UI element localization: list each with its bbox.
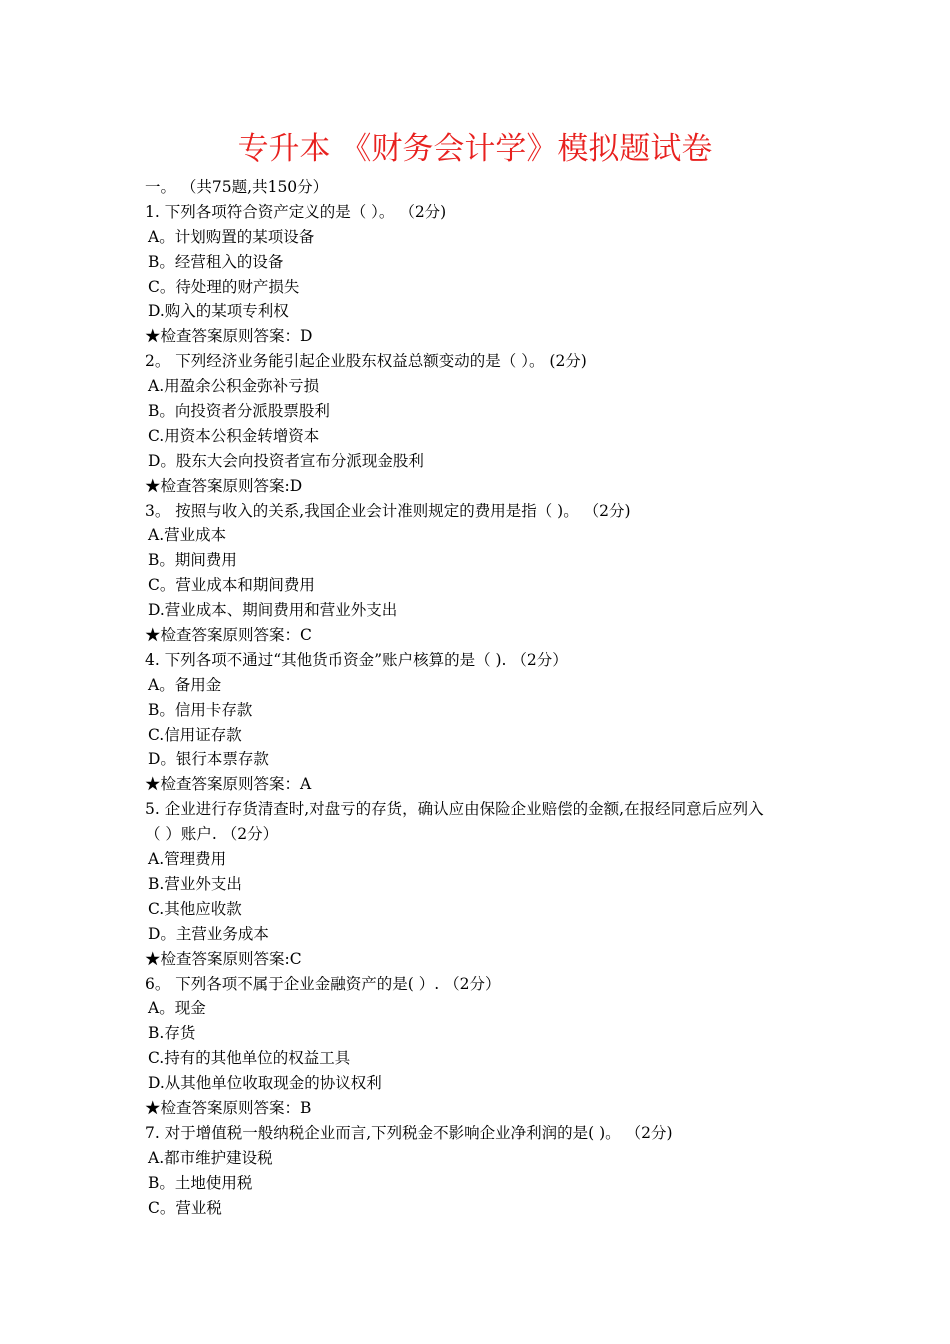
answer-option: A.用盈余公积金弥补亏损 <box>148 377 320 396</box>
answer-option: B.存货 <box>148 1024 196 1043</box>
question-text: 3。 按照与收入的关系,我国企业会计准则规定的费用是指（ )。 （2分) <box>145 501 631 520</box>
answer-option: A。现金 <box>148 999 206 1018</box>
answer-option: D.购入的某项专利权 <box>148 302 289 321</box>
answer-option: B.营业外支出 <box>148 874 242 893</box>
reference-answer: ★检查答案原则答案：B <box>145 1098 312 1117</box>
reference-answer: ★检查答案原则答案：A <box>145 775 312 794</box>
question-text: 7. 对于增值税一般纳税企业而言,下列税金不影响企业净利润的是( )。 （2分) <box>145 1123 673 1142</box>
answer-option: A.营业成本 <box>148 526 227 545</box>
answer-option: C。营业税 <box>148 1198 222 1217</box>
answer-option: C.用资本公积金转增资本 <box>148 426 320 445</box>
answer-option: D.营业成本、期间费用和营业外支出 <box>148 601 398 620</box>
answer-option: A.都市维护建设税 <box>148 1148 273 1167</box>
question-text: 4. 下列各项不通过“其他货币资金”账户核算的是（ ). （2分） <box>145 650 568 669</box>
answer-option: B。向投资者分派股票股利 <box>148 402 330 421</box>
answer-option: A。计划购置的某项设备 <box>148 227 315 246</box>
reference-answer: ★检查答案原则答案：C <box>145 626 312 645</box>
answer-option: C.其他应收款 <box>148 899 242 918</box>
question-text: 1. 下列各项符合资产定义的是（ ）。 （2分) <box>145 202 447 221</box>
answer-option: A.管理费用 <box>148 850 227 869</box>
answer-option: C.持有的其他单位的权益工具 <box>148 1049 351 1068</box>
answer-option: B。土地使用税 <box>148 1173 253 1192</box>
reference-answer: ★检查答案原则答案：D <box>145 327 313 346</box>
answer-option: A。备用金 <box>148 675 222 694</box>
answer-option: D。股东大会向投资者宣布分派现金股利 <box>148 451 424 470</box>
reference-answer: ★检查答案原则答案:C <box>145 949 302 968</box>
answer-option: B。期间费用 <box>148 551 237 570</box>
section-heading: 一。 （共75题,共150分） <box>145 178 329 196</box>
answer-option: D.从其他单位收取现金的协议权利 <box>148 1074 382 1093</box>
answer-option: B。信用卡存款 <box>148 700 253 719</box>
question-text: 2。 下列经济业务能引起企业股东权益总额变动的是（ ）。 (2分) <box>145 352 587 371</box>
question-text: 6。 下列各项不属于企业金融资产的是( ）. （2分） <box>145 974 501 993</box>
answer-option: C.信用证存款 <box>148 725 242 744</box>
answer-option: C。营业成本和期间费用 <box>148 576 315 595</box>
answer-option: C。待处理的财产损失 <box>148 277 300 296</box>
reference-answer: ★检查答案原则答案:D <box>145 476 303 495</box>
question-text: （ ）账户. （2分） <box>145 825 279 844</box>
answer-option: D。主营业务成本 <box>148 924 269 943</box>
question-text: 5. 企业进行存货清查时,对盘亏的存货，确认应由保险企业赔偿的金额,在报经同意后应列入 <box>145 800 764 819</box>
answer-option: B。经营租入的设备 <box>148 252 284 271</box>
question-list <box>145 175 835 1220</box>
answer-option: D。银行本票存款 <box>148 750 269 769</box>
document-title: 专升本 《财务会计学》模拟题试卷 <box>237 131 713 167</box>
